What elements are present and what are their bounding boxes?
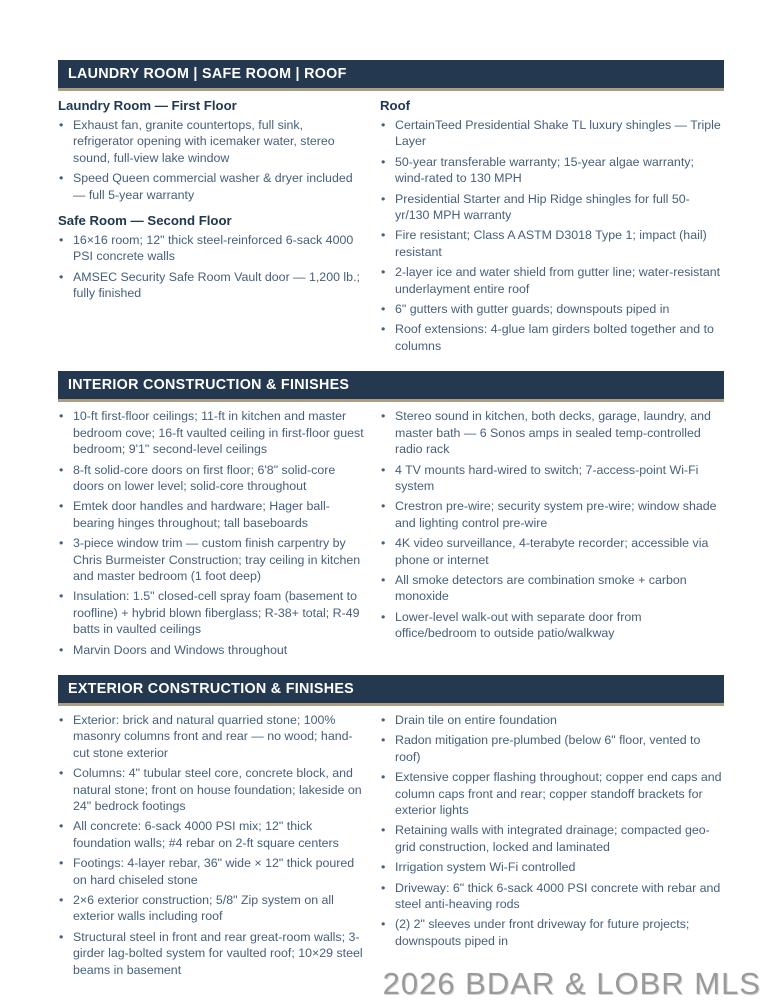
bullet-item [58,712,366,761]
bullet-text: 6" gutters with gutter guards; downspouts piped in [395,302,670,317]
bullet-text: Roof extensions: 4-glue lam girders bolted together and to columns [395,322,714,353]
bullet-text: 4 TV mounts hard-wired to switch; 7-access-point Wi-Fi system [395,462,699,493]
section-header: EXTERIOR CONSTRUCTION & FINISHES [58,675,724,706]
bullet-text: Driveway: 6" thick 6-sack 4000 PSI concrete with rebar and steel anti-heaving rods [395,880,721,912]
bullet-item [58,818,366,851]
bullet-marker: • [381,609,386,624]
bullet-marker: • [381,265,386,280]
bullet-list [58,117,366,203]
bullet-text: Lower-level walk-out with separate door from office/bedroom to outside patio/walkway [395,609,642,641]
column [380,408,724,662]
feature-group-heading: Roof [380,98,411,113]
bullet-item [380,859,724,875]
bullet-item [380,321,724,354]
bullet-text: 8-ft solid-core doors on first floor; 6'8" solid-core doors on lower level; solid-core throughout [73,462,336,493]
bullet-text: Marvin Doors and Windows throughout [73,642,288,657]
section-header: INTERIOR CONSTRUCTION & FINISHES [58,371,724,402]
bullet-item [380,572,724,605]
bullet-marker: • [381,499,386,514]
bullet-text: Crestron pre-wire; security system pre-wire; window shade and lighting control pre-wire [395,499,717,530]
section-columns [58,408,724,662]
bullet-marker: • [381,917,386,932]
bullet-item [58,892,366,925]
section [58,675,724,982]
bullet-text: Radon mitigation pre-plumbed (below 6" floor, vented to roof) [395,733,701,764]
bullet-marker: • [59,642,64,657]
bullet-list [380,712,724,949]
column [58,408,380,662]
bullet-text: Retaining walls with integrated drainage; compacted geo-grid construction, locked and laminated [395,823,710,854]
bullet-text: Exhaust fan, granite countertops, full sink, refrigerator opening with icemaker water, stereo sound, full-view lake window [73,118,335,165]
watermark-text: 2026 BDAR & LOBR MLS [382,966,761,1001]
section-columns [58,712,724,982]
bullet-text: 10-ft first-floor ceilings; 11-ft in kitchen and master bedroom cove; 16-ft vaulted ceiling in first-floor guest bedroom; 9'1" second-level ceilings [73,409,364,457]
bullet-text: Presidential Starter and Hip Ridge shingles for full 50-yr/130 MPH warranty [395,191,690,223]
bullet-marker: • [59,269,64,284]
bullet-marker: • [59,712,64,727]
bullet-text: Extensive copper flashing throughout; copper end caps and column caps front and rear; copper standoff brackets for exterior lights [395,770,722,817]
bullet-marker: • [59,171,64,186]
column [58,712,380,982]
feature-group-heading: Laundry Room — First Floor [58,98,237,113]
sections [58,60,724,995]
bullet-item [58,642,366,658]
bullet-marker: • [381,880,386,895]
feature-group-heading: Safe Room — Second Floor [58,213,232,229]
bullet-item [380,916,724,949]
bullet-item [380,880,724,913]
bullet-marker: • [381,733,386,748]
bullet-text: All concrete: 6-sack 4000 PSI mix; 12" thick foundation walls; #4 rebar on 2-ft square centers [73,819,339,850]
bullet-marker: • [59,499,64,514]
bullet-marker: • [381,118,386,132]
bullet-text: 50-year transferable warranty; 15-year algae warranty; wind-rated to 130 MPH [395,154,694,186]
bullet-text: Speed Queen commercial washer & dryer included — full 5-year warranty [73,171,353,202]
bullet-marker: • [381,322,386,337]
bullet-list [58,232,366,302]
bullet-item [380,301,724,317]
bullet-item [58,765,366,814]
bullet-item [380,408,724,457]
column [58,97,380,358]
bullet-text: Drain tile on entire foundation [395,712,557,727]
bullet-text: Footings: 4-layer rebar, 36" wide × 12" thick poured on hard chiseled stone [73,856,355,887]
column [380,97,724,358]
bullet-text: Emtek door handles and hardware; Hager ball-bearing hinges throughout; tall baseboards [73,499,330,530]
section-columns [58,97,724,358]
bullet-text: All smoke detectors are combination smoke + carbon monoxide [395,572,687,604]
section [58,371,724,662]
bullet-item [58,855,366,888]
bullet-list [58,408,366,658]
bullet-text: (2) 2" sleeves under front driveway for future projects; downspouts piped in [395,917,690,948]
bullet-marker: • [381,228,386,243]
bullet-text: Columns: 4" tubular steel core, concrete block, and natural stone; front on house foundation; lakeside on 24" bedrock footings [73,766,362,813]
bullet-list [380,117,724,354]
bullet-text: 4K video surveillance, 4-terabyte recorder; accessible via phone or internet [395,536,709,567]
bullet-item [380,712,724,728]
bullet-marker: • [381,712,386,727]
bullet-marker: • [381,409,386,424]
bullet-text: Exterior: brick and natural quarried stone; 100% masonry columns front and rear — no wood; hand-cut stone exterior [73,712,353,760]
bullet-marker: • [59,118,64,132]
bullet-marker: • [59,409,64,424]
bullet-marker: • [381,462,386,477]
bullet-text: Stereo sound in kitchen, both decks, garage, laundry, and master bath — 6 Sonos amps in sealed temp-controlled radio rack [395,409,711,457]
bullet-text: 16×16 room; 12" thick steel-reinforced 6-sack 4000 PSI concrete walls [73,233,354,264]
bullet-list [58,712,366,978]
bullet-item [58,588,366,637]
bullet-item [380,609,724,642]
bullet-text: Structural steel in front and rear great-room walls; 3-girder lag-bolted system for vaulted roof; 10×29 steel beams in basement [73,929,363,977]
bullet-item [380,191,724,224]
bullet-list [380,408,724,641]
bullet-text: 2×6 exterior construction; 5/8" Zip system on all exterior walls including roof [73,893,334,924]
column [380,712,724,982]
bullet-item [58,929,366,978]
bullet-item [58,462,366,495]
bullet-item [58,498,366,531]
bullet-marker: • [59,766,64,781]
bullet-marker: • [59,589,64,604]
bullet-item [380,227,724,260]
bullet-item [58,232,366,265]
bullet-item [380,535,724,568]
bullet-item [58,170,366,203]
bullet-text: AMSEC Security Safe Room Vault door — 1,200 lb.; fully finished [73,269,360,301]
bullet-marker: • [381,191,386,206]
bullet-text: Fire resistant; Class A ASTM D3018 Type 1; impact (hail) resistant [395,228,707,259]
bullet-item [380,264,724,297]
bullet-text: 2-layer ice and water shield from gutter line; water-resistant underlayment entire roof [395,265,721,296]
bullet-marker: • [59,856,64,871]
bullet-marker: • [59,233,64,248]
bullet-text: Irrigation system Wi-Fi controlled [395,860,576,875]
bullet-text: CertainTeed Presidential Shake TL luxury shingles — Triple Layer [395,118,721,149]
bullet-item [58,408,366,457]
bullet-item [58,535,366,584]
bullet-marker: • [381,823,386,838]
bullet-marker: • [59,929,64,944]
bullet-item [58,117,366,166]
bullet-marker: • [381,302,386,317]
bullet-marker: • [381,154,386,169]
section-header: LAUNDRY ROOM | SAFE ROOM | ROOF [58,60,724,91]
bullet-marker: • [381,572,386,587]
bullet-item [380,117,724,150]
bullet-item [380,769,724,818]
bullet-item [380,732,724,765]
section [58,60,724,358]
bullet-marker: • [59,462,64,477]
bullet-item [58,269,366,302]
bullet-text: 3-piece window trim — custom finish carpentry by Chris Burmeister Construction; tray ceiling in kitchen and master bedroom (1 foot deep) [73,536,361,583]
bullet-marker: • [381,536,386,551]
bullet-item [380,498,724,531]
bullet-marker: • [381,860,386,875]
bullet-marker: • [59,819,64,834]
bullet-item [380,462,724,495]
bullet-item [380,822,724,855]
bullet-marker: • [381,770,386,785]
bullet-text: Insulation: 1.5" closed-cell spray foam (basement to roofline) + hybrid blown fiberglass; R-38+ total; R-49 batts in vaulted ceilings [73,589,360,637]
bullet-marker: • [59,893,64,908]
bullet-marker: • [59,536,64,551]
bullet-item [380,154,724,187]
